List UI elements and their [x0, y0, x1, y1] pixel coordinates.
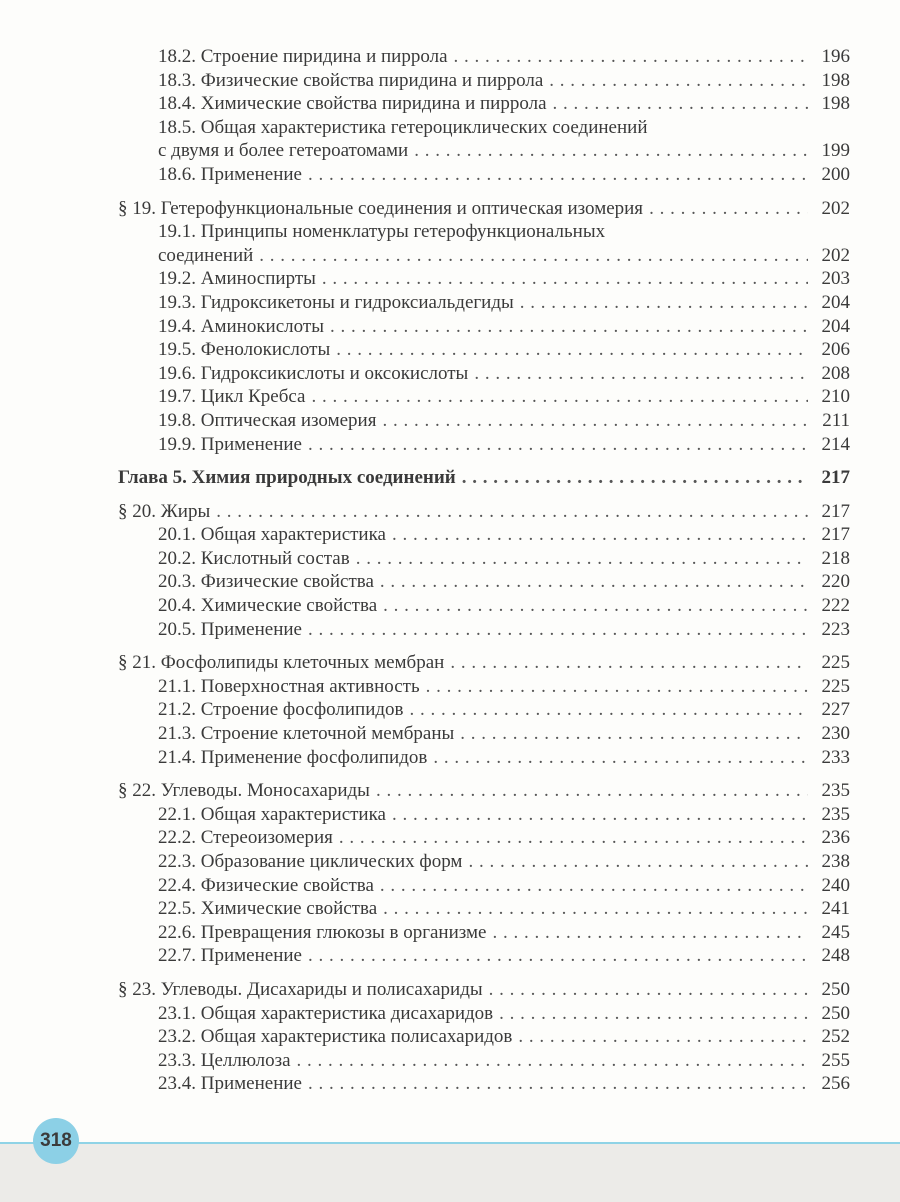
dot-leader	[383, 897, 808, 921]
dot-leader	[649, 197, 808, 221]
entry-title: с двумя и более гетероатомами	[158, 140, 409, 162]
entry-title: 18.6. Применение	[158, 163, 302, 185]
dot-leader	[426, 675, 808, 699]
toc-entry-sub	[118, 618, 850, 642]
entry-page-number: 252	[821, 1026, 850, 1048]
entry-page-number: 202	[821, 244, 850, 266]
entry-title: 20.1. Общая характеристика	[158, 524, 386, 546]
entry-page-number: 250	[821, 978, 850, 1000]
entry-page-number: 200	[821, 163, 850, 185]
dot-leader	[308, 618, 808, 642]
entry-title: 20.3. Физические свойства	[158, 571, 374, 593]
entry-page-number: 211	[822, 409, 850, 431]
toc-entry-sub	[118, 1002, 850, 1026]
entry-title: 18.3. Физические свойства пиридина и пиррола	[158, 69, 544, 91]
entry-title: 22.7. Применение	[158, 945, 302, 967]
toc-group	[118, 779, 850, 968]
entry-page-number: 245	[821, 921, 850, 943]
toc-entry-sub	[118, 1072, 850, 1096]
dot-leader	[460, 722, 808, 746]
toc-entry-sub	[118, 698, 850, 722]
dot-leader	[336, 338, 808, 362]
toc-entry-sub	[118, 803, 850, 827]
toc-entry-sub	[118, 850, 850, 874]
entry-title: 19.9. Применение	[158, 433, 302, 455]
page-number-badge: 318	[33, 1118, 79, 1164]
entry-page-number: 233	[821, 746, 850, 768]
dot-leader	[489, 978, 808, 1002]
toc-group	[118, 978, 850, 1096]
entry-title: 19.5. Фенолокислоты	[158, 339, 331, 361]
toc-entry-sub	[118, 267, 850, 291]
toc-entry-sub	[118, 315, 850, 339]
toc-entry-sub	[118, 220, 850, 244]
dot-leader	[392, 523, 808, 547]
toc-entry-sub	[118, 163, 850, 187]
toc-entry-sub	[118, 722, 850, 746]
toc-entry-section	[118, 779, 850, 803]
dot-leader	[259, 244, 808, 268]
toc-entry-sub	[118, 92, 850, 116]
toc-entry-section	[118, 978, 850, 1002]
dot-leader	[450, 651, 808, 675]
entry-title: 20.5. Применение	[158, 618, 302, 640]
dot-leader	[414, 139, 808, 163]
entry-title: 22.6. Превращения глюкозы в организме	[158, 921, 487, 943]
entry-page-number: 241	[821, 898, 850, 920]
dot-leader	[308, 1072, 808, 1096]
entry-page-number: 203	[821, 268, 850, 290]
entry-page-number: 236	[821, 827, 850, 849]
entry-page-number: 255	[821, 1049, 850, 1071]
entry-title: 18.5. Общая характеристика гетероциклических соединений	[158, 116, 648, 138]
entry-page-number: 204	[821, 291, 850, 313]
toc-entry-sub	[118, 675, 850, 699]
entry-title: 23.2. Общая характеристика полисахаридов	[158, 1026, 513, 1048]
toc-entry-sub	[118, 69, 850, 93]
entry-title: 22.2. Стереоизомерия	[158, 827, 333, 849]
dot-leader	[553, 92, 809, 116]
entry-title: 23.3. Целлюлоза	[158, 1049, 291, 1071]
page-footer-band	[0, 1142, 900, 1202]
entry-page-number: 248	[821, 945, 850, 967]
dot-leader	[308, 433, 808, 457]
dot-leader	[549, 69, 808, 93]
entry-title: Глава 5. Химия природных соединений	[118, 467, 456, 489]
toc-entry-sub	[118, 409, 850, 433]
dot-leader	[311, 385, 808, 409]
entry-page-number: 206	[821, 339, 850, 361]
entry-title: 21.4. Применение фосфолипидов	[158, 746, 428, 768]
entry-page-number: 227	[821, 699, 850, 721]
dot-leader	[499, 1002, 808, 1026]
toc-entry-chapter	[118, 466, 850, 490]
entry-title: 21.3. Строение клеточной мембраны	[158, 723, 455, 745]
toc-entry-sub	[118, 338, 850, 362]
entry-page-number: 235	[821, 803, 850, 825]
toc-entry-sub	[118, 746, 850, 770]
entry-page-number: 210	[821, 386, 850, 408]
dot-leader	[380, 570, 808, 594]
entry-page-number: 217	[821, 524, 850, 546]
dot-leader	[474, 362, 808, 386]
entry-page-number: 238	[821, 851, 850, 872]
toc-entry-sub	[118, 897, 850, 921]
toc-entry-sub	[118, 921, 850, 945]
toc-entry-sub	[118, 1025, 850, 1049]
toc-entry-sub	[118, 944, 850, 968]
entry-title: § 20. Жиры	[118, 500, 211, 522]
entry-title: соединений	[158, 244, 254, 266]
toc-entry-sub	[118, 362, 850, 386]
dot-leader	[433, 746, 808, 770]
dot-leader	[454, 45, 809, 69]
toc-entry-sub	[118, 547, 850, 571]
entry-title: 20.4. Химические свойства	[158, 595, 378, 617]
toc-entry-sub	[118, 244, 850, 268]
entry-title: 22.3. Образование циклических форм	[158, 851, 463, 872]
toc-group	[118, 197, 850, 457]
table-of-contents	[118, 45, 850, 1096]
entry-page-number: 198	[821, 93, 850, 115]
toc-group	[118, 45, 850, 187]
dot-leader	[410, 698, 808, 722]
entry-title: 19.3. Гидроксикетоны и гидроксиальдегиды	[158, 291, 514, 313]
entry-title: § 21. Фосфолипиды клеточных мембран	[118, 652, 445, 674]
dot-leader	[297, 1049, 808, 1073]
entry-page-number: 250	[821, 1002, 850, 1024]
entry-page-number: 218	[821, 547, 850, 569]
dot-leader	[330, 315, 808, 339]
entry-page-number: 199	[821, 140, 850, 162]
dot-leader	[392, 803, 808, 827]
entry-title: 19.1. Принципы номенклатуры гетерофункциональных	[158, 221, 606, 243]
entry-title: § 23. Углеводы. Дисахариды и полисахариды	[118, 978, 483, 1000]
entry-page-number: 214	[821, 433, 850, 455]
toc-entry-sub	[118, 291, 850, 315]
entry-title: 22.1. Общая характеристика	[158, 803, 386, 825]
toc-entry-sub	[118, 1049, 850, 1073]
entry-title: 21.2. Строение фосфолипидов	[158, 699, 404, 721]
toc-entry-section	[118, 651, 850, 675]
toc-entry-sub	[118, 139, 850, 163]
entry-title: 22.4. Физические свойства	[158, 874, 374, 896]
dot-leader	[382, 409, 808, 433]
entry-page-number: 230	[821, 723, 850, 745]
entry-title: § 22. Углеводы. Моносахариды	[118, 780, 370, 802]
entry-title: 18.2. Строение пиридина и пиррола	[158, 46, 448, 67]
entry-page-number: 256	[821, 1073, 850, 1095]
dot-leader	[520, 291, 808, 315]
dot-leader	[339, 826, 808, 850]
toc-entry-sub	[118, 45, 850, 69]
toc-group	[118, 500, 850, 642]
toc-entry-sub	[118, 570, 850, 594]
dot-leader	[322, 267, 808, 291]
entry-page-number: 208	[821, 362, 850, 384]
entry-title: 19.7. Цикл Кребса	[158, 386, 306, 408]
entry-page-number: 235	[821, 780, 850, 802]
toc-entry-section	[118, 500, 850, 524]
entry-page-number: 198	[821, 69, 850, 91]
entry-title: 19.2. Аминоспирты	[158, 268, 316, 290]
entry-page-number: 204	[821, 315, 850, 337]
toc-entry-sub	[118, 385, 850, 409]
entry-title: 21.1. Поверхностная активность	[158, 675, 420, 697]
dot-leader	[518, 1025, 808, 1049]
entry-page-number: 217	[821, 500, 850, 522]
entry-title: 19.4. Аминокислоты	[158, 315, 324, 337]
dot-leader	[380, 874, 808, 898]
entry-title: 23.4. Применение	[158, 1073, 302, 1095]
dot-leader	[383, 594, 808, 618]
toc-entry-sub	[118, 874, 850, 898]
toc-entry-section	[118, 197, 850, 221]
entry-title: 20.2. Кислотный состав	[158, 547, 350, 569]
entry-title: 22.5. Химические свойства	[158, 898, 378, 920]
entry-page-number: 217	[821, 467, 850, 489]
entry-page-number: 225	[821, 675, 850, 697]
entry-page-number: 240	[821, 874, 850, 896]
dot-leader	[308, 163, 808, 187]
toc-entry-sub	[118, 523, 850, 547]
entry-page-number: 222	[821, 595, 850, 617]
toc-entry-sub	[118, 594, 850, 618]
toc-group	[118, 651, 850, 769]
dot-leader	[462, 466, 808, 490]
entry-title: 19.6. Гидроксикислоты и оксокислоты	[158, 362, 469, 384]
toc-entry-sub	[118, 433, 850, 457]
toc-group	[118, 466, 850, 490]
toc-entry-sub	[118, 116, 850, 140]
entry-title: § 19. Гетерофункциональные соединения и оптическая изомерия	[118, 197, 644, 219]
dot-leader	[468, 850, 808, 874]
entry-page-number: 220	[821, 571, 850, 593]
entry-title: 18.4. Химические свойства пиридина и пиррола	[158, 93, 547, 115]
dot-leader	[308, 944, 808, 968]
dot-leader	[216, 500, 808, 524]
entry-page-number: 225	[821, 652, 850, 674]
dot-leader	[492, 921, 808, 945]
dot-leader	[376, 779, 808, 803]
entry-page-number: 202	[821, 197, 850, 219]
toc-entry-sub	[118, 826, 850, 850]
dot-leader	[356, 547, 808, 571]
entry-title: 19.8. Оптическая изомерия	[158, 409, 377, 431]
entry-page-number: 196	[821, 46, 850, 67]
entry-title: 23.1. Общая характеристика дисахаридов	[158, 1002, 494, 1024]
entry-page-number: 223	[821, 618, 850, 640]
